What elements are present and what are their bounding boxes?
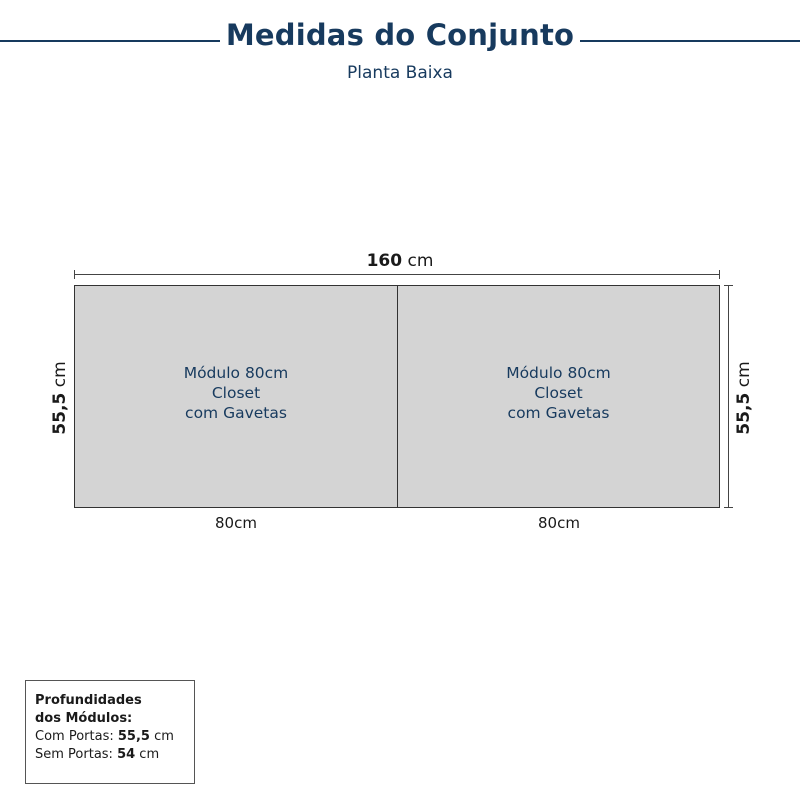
height-left-unit: cm (50, 361, 70, 393)
legend-row-without-doors-label: Sem Portas: (35, 747, 118, 762)
legend-row-without-doors-value: 54 (117, 747, 136, 762)
legend-row-without-doors (35, 746, 194, 764)
module-left (74, 285, 398, 508)
depth-legend (25, 680, 195, 784)
overall-width-unit: cm (402, 251, 434, 271)
module-right-width-label: 80cm (538, 514, 580, 532)
page-title: Medidas do Conjunto (225, 18, 575, 52)
module-left-line2: Closet (211, 384, 261, 402)
legend-row-with-doors-label: Com Portas: (35, 729, 118, 744)
legend-heading-1: Profundidades (35, 693, 142, 708)
module-right-line2: Closet (534, 384, 583, 402)
height-left-value: 55,5 (50, 392, 70, 435)
overall-width-tick-right (719, 270, 720, 279)
height-right-value: 55,5 (734, 392, 754, 435)
legend-row-with-doors (35, 728, 194, 746)
legend-heading-2: dos Módulos: (35, 711, 133, 726)
module-left-line3: com Gavetas (185, 404, 287, 422)
overall-width-tick-left (74, 270, 75, 279)
overall-width-label (340, 251, 460, 271)
legend-row-without-doors-unit: cm (135, 747, 160, 762)
module-right (397, 285, 720, 508)
legend-row-with-doors-unit: cm (149, 729, 174, 744)
height-right-label (734, 348, 754, 448)
module-right-line1: Módulo 80cm (506, 364, 611, 382)
height-right-tick-top (724, 285, 733, 286)
height-left-label (50, 348, 70, 448)
module-right-line3: com Gavetas (507, 404, 610, 422)
height-right-line (728, 285, 729, 508)
height-right-unit: cm (734, 361, 754, 393)
overall-width-line (74, 274, 720, 275)
page-subtitle: Planta Baixa (347, 63, 453, 83)
module-left-line1: Módulo 80cm (183, 364, 289, 382)
module-left-width-label: 80cm (215, 514, 257, 532)
legend-row-with-doors-value: 55,5 (117, 729, 150, 744)
overall-width-value: 160 (366, 251, 403, 271)
height-right-tick-bottom (724, 507, 733, 508)
